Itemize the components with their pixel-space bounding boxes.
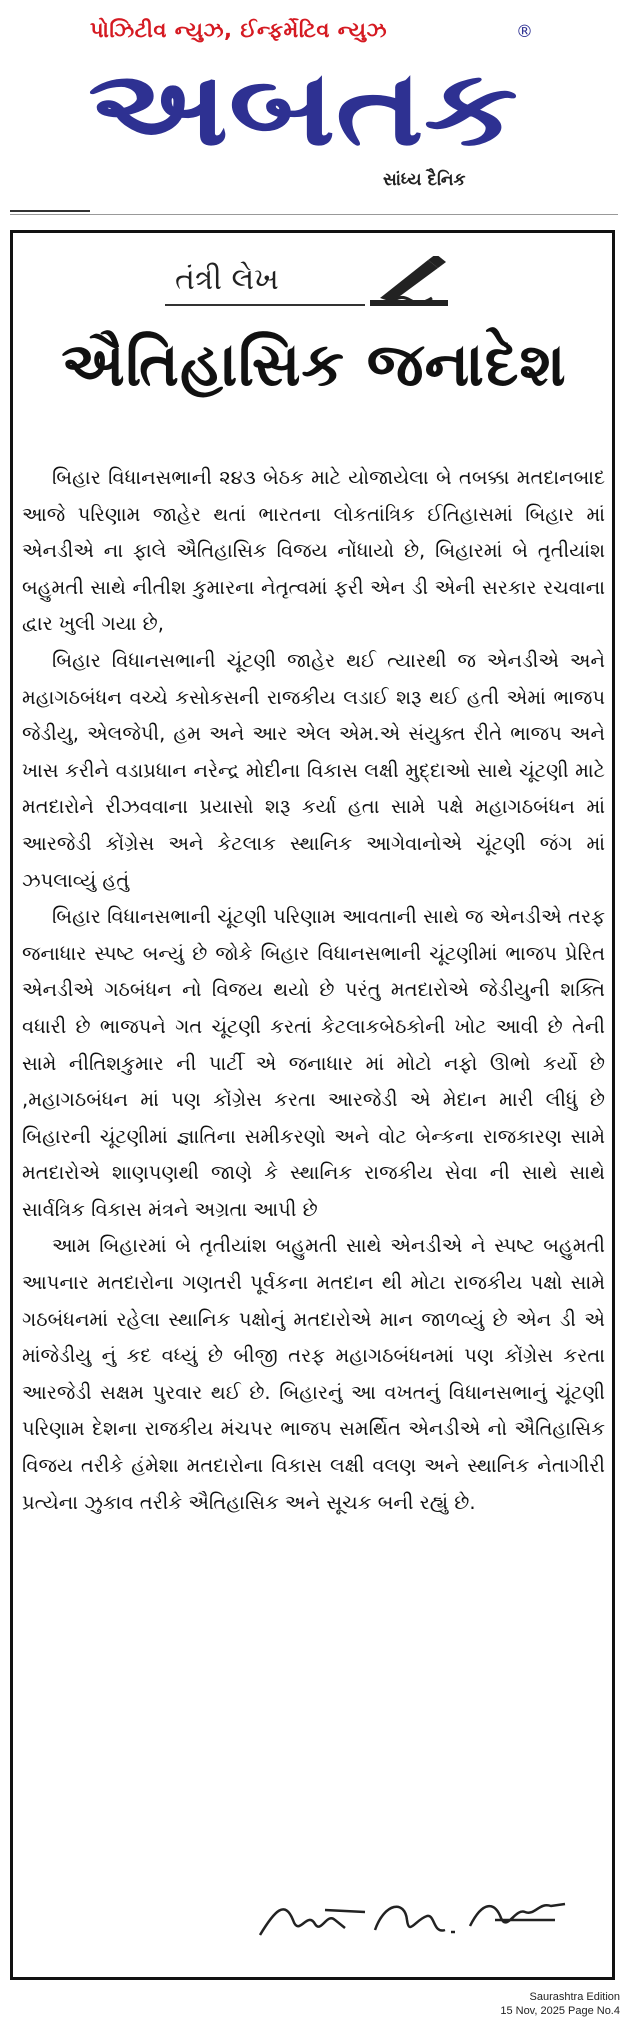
article-headline: ઐતિહાસિક જનાદેશ — [61, 330, 567, 400]
editor-signature — [255, 1890, 575, 1954]
divider — [10, 210, 90, 212]
masthead-tagline: પોઝિટીવ ન્યુઝ, ઈન્ફર્મેટિવ ન્યુઝ — [90, 18, 387, 42]
page-footer — [500, 1990, 620, 2018]
pen-writing-icon — [370, 256, 450, 316]
edition-label: Saurashtra Edition — [529, 1991, 620, 2003]
newspaper-logo-text: અબતક — [88, 56, 518, 166]
divider — [10, 214, 618, 215]
article-paragraph: બિહાર વિધાનસભાની ચૂંટણી પરિણામ આવતાની સાથે જ એનડીએ તરફ જનાધાર સ્પષ્ટ બન્યું છે જોકે બિહાર વિધાનસભાની ચૂંટણીમાં ભાજપ પ્રેરિત એનડીએ ગઠબંધન નો વિજય થયો છે પરંતુ મતદારોએ જેડીયુની શક્તિ વધારી છે ભાજપને ગત ચૂંટણી કરતાં કેટલાકબેઠકોની ખોટ આવી છે તેની સામે નીતિશકુમાર ની પાર્ટી એ જનાધાર માં મોટો નફો ઊભો કર્યો છે ,મહાગઠબંધન માં પણ કોંગ્રેસ કરતા આરજેડી એ મેદાન મારી લીધું છે બિહારની ચૂંટણીમાં જ્ઞાતિના સમીકરણો અને વોટ બેન્કના રાજકારણ સામે મતદારોએ શાણપણથી જાણે કે સ્થાનિક રાજકીય સેવા ની સાથે સાથે સાર્વત્રિક વિકાસ મંત્રને અગ્રતા આપી છે — [22, 905, 605, 1221]
section-label-text: તંત્રી લેખ — [175, 262, 279, 297]
article-paragraph: આમ બિહારમાં બે તૃતીયાંશ બહુમતી સાથે એનડીએ ને સ્પષ્ટ બહુમતી આપનાર મતદારોના ગણતરી પૂર્વકના મતદાન થી મોટા રાજકીય પક્ષો સામે ગઠબંધનમાં રહેલા સ્થાનિક પક્ષોનું મતદારોએ માન જાળવ્યું છે એન ડી એ માંજેડીયુ નું કદ વધ્યું છે બીજી તરફ મહાગઠબંધનમાં પણ કોંગ્રેસ કરતા આરજેડી સક્ષમ પુરવાર થઈ છે. બિહારનું આ વખતનું વિધાનસભાનું ચૂંટણી પરિણામ દેશના રાજકીય મંચપર ભાજપ સમર્થિત એનડીએ નો ઐતિહાસિક વિજય તરીકે હંમેશા મતદારોના વિકાસ લક્ષી વલણ અને સ્થાનિક નેતાગીરી પ્રત્યેના ઝુકાવ તરીકે ઐતિહાસિક અને સૂચક બની રહ્યું છે. — [22, 1234, 605, 1514]
section-label — [165, 256, 461, 314]
section-underline — [165, 304, 365, 306]
date-page-label: 15 Nov, 2025 Page No.4 — [500, 2005, 620, 2017]
registered-mark: ® — [516, 22, 533, 42]
newspaper-logo — [88, 56, 528, 170]
article-body — [22, 460, 605, 1521]
masthead-subtitle: સાંધ્ય દૈનિક — [383, 170, 466, 190]
masthead — [0, 0, 628, 200]
article-paragraph: બિહાર વિધાનસભાની ચૂંટણી જાહેર થઈ ત્યારથી જ એનડીએ અને મહાગઠબંધન વચ્ચે કસોકસની રાજકીય લડાઈ શરૂ થઈ હતી એમાં ભાજપ જેડીયુ, એલજેપી, હમ અને આર એલ એમ.એ સંયુક્ત રીતે ભાજપ અને ખાસ કરીને વડાપ્રધાન નરેન્દ્ર મોદીના વિકાસ લક્ષી મુદ્દાઓ સાથે ચૂંટણી માટે મતદારોને રીઝવવાના પ્રયાસો શરૂ કર્યા હતા સામે પક્ષે મહાગઠબંધન માં આરજેડી કોંગ્રેસ અને કેટલાક સ્થાનિક આગેવાનોએ ચૂંટણી જંગ માં ઝપલાવ્યું હતું — [22, 648, 605, 892]
article-paragraph: બિહાર વિધાનસભાની ૨૪૩ બેઠક માટે યોજાયેલા બે તબક્કા મતદાનબાદ આજે પરિણામ જાહેર થતાં ભારતના લોકતાંત્રિક ઈતિહાસમાં બિહાર માં એનડીએ ના ફાલે ઐતિહાસિક વિજય નોંધાયો છે, બિહારમાં બે તૃતીયાંશ બહુમતી સાથે નીતીશ કુમારના નેતૃત્વમાં ફરી એન ડી એની સરકાર રચવાના દ્વાર ખુલી ગયા છે, — [22, 466, 605, 636]
